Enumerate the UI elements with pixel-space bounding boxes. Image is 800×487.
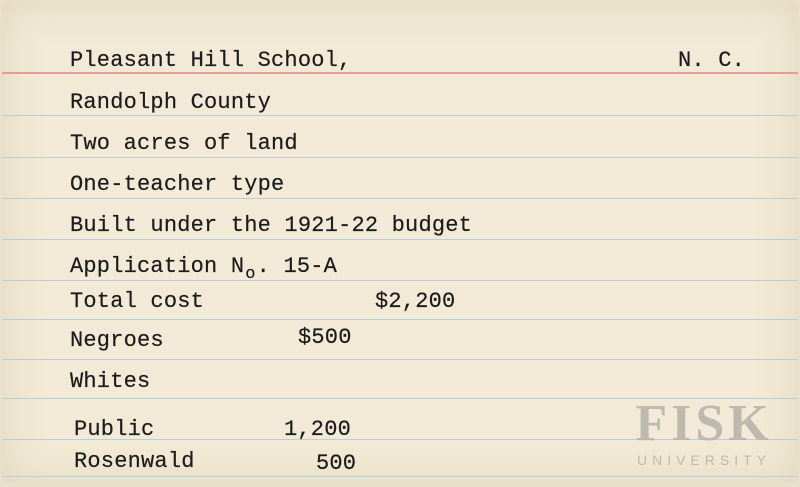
- rosenwald-value: 500: [316, 451, 357, 476]
- watermark-word: FISK: [635, 395, 773, 452]
- rosenwald-label: Rosenwald: [74, 449, 195, 474]
- negroes-value: $500: [298, 325, 352, 350]
- budget-line: Built under the 1921-22 budget: [70, 213, 473, 238]
- ruled-line: [2, 359, 798, 360]
- school-name: Pleasant Hill School,: [70, 48, 352, 73]
- total-cost-label: Total cost: [70, 289, 205, 314]
- application-number-sub: o: [245, 265, 256, 284]
- application-prefix: Application N: [70, 254, 245, 279]
- application-line: [70, 254, 337, 282]
- watermark-subtitle: UNIVERSITY: [636, 452, 771, 468]
- negroes-label: Negroes: [70, 328, 164, 353]
- whites-label: Whites: [70, 369, 151, 394]
- application-suffix: . 15-A: [256, 254, 338, 279]
- ruled-line: [2, 319, 798, 320]
- ruled-line: [2, 157, 798, 158]
- total-cost-value: $2,200: [375, 289, 456, 314]
- index-card: [2, 2, 798, 483]
- county-line: Randolph County: [70, 90, 272, 115]
- public-value: 1,200: [284, 417, 352, 442]
- school-type-line: One-teacher type: [70, 172, 285, 197]
- land-line: Two acres of land: [70, 131, 298, 156]
- state-abbrev: N. C.: [678, 48, 746, 73]
- ruled-line: [2, 198, 798, 199]
- fisk-university-watermark: [614, 395, 794, 478]
- public-label: Public: [74, 417, 155, 442]
- ruled-line: [2, 239, 798, 240]
